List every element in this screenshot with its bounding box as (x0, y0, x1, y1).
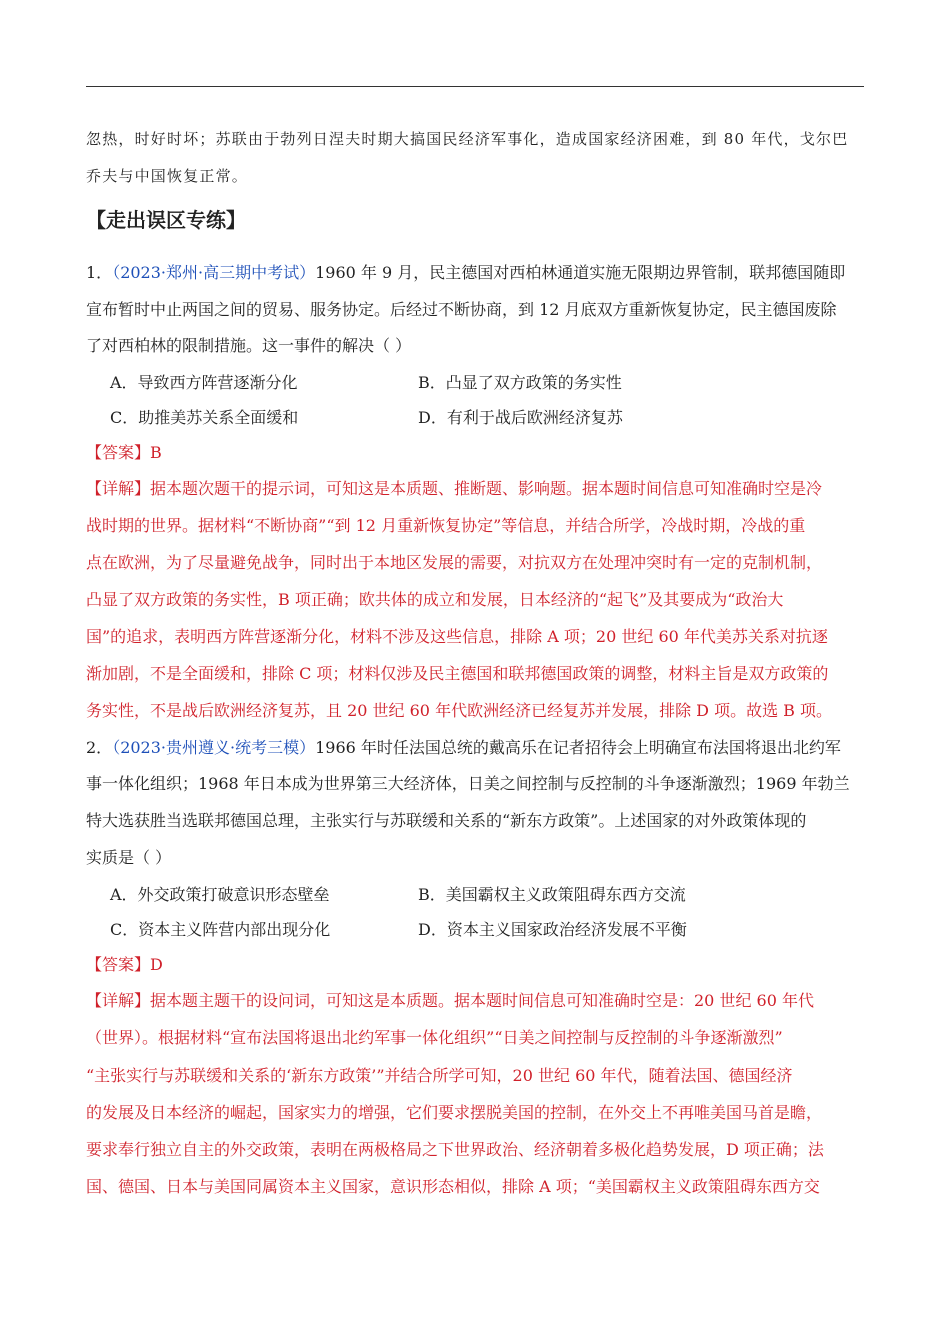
q1-option-d: D．有利于战后欧洲经济复苏 (418, 408, 623, 427)
q1-explanation-line-4: 凸显了双方政策的务实性，B 项正确；欧共体的成立和发展，日本经济的“起飞”及其要成为“政治大 (86, 590, 784, 609)
q2-option-a: A．外交政策打破意识形态壁垒 (110, 885, 330, 904)
q2-source: （2023·贵州遵义·统考三模） (112, 738, 316, 757)
q1-stem-first: 1960 年 9 月，民主德国对西柏林通道实施无限期边界管制，联邦德国随即 (315, 263, 846, 282)
q2-stem-line-2: 事一体化组织；1968 年日本成为世界第三大经济体，日美之间控制与反控制的斗争逐渐激烈；1969 年勃兰 (86, 774, 850, 793)
q2-stem-line-1 (86, 738, 841, 758)
q1-explanation-line-7: 务实性，不是战后欧洲经济复苏，且 20 世纪 60 年代欧洲经济已经复苏并发展，排除 D 项。故选 B 项。 (86, 701, 832, 720)
q1-explanation-line-6: 渐加剧，不是全面缓和，排除 C 项；材料仅涉及民主德国和联邦德国政策的调整，材料主旨是双方政策的 (86, 664, 829, 683)
q2-option-b: B．美国霸权主义政策阻碍东西方交流 (418, 885, 686, 904)
section-heading: 【走出误区专练】 (86, 208, 246, 232)
q2-explanation-line-2: （世界）。根据材料“宣布法国将退出北约军事一体化组织”“日美之间控制与反控制的斗争逐渐激烈” (86, 1028, 783, 1047)
q1-explanation-line-1: 【详解】据本题次题干的提示词，可知这是本质题、推断题、影响题。据本题时间信息可知准确时空是冷 (86, 479, 823, 498)
q1-explanation-line-2: 战时期的世界。据材料“不断协商”“到 12 月重新恢复协定”等信息，并结合所学，冷战时期，冷战的重 (86, 516, 806, 535)
header-rule (86, 86, 864, 87)
q1-option-b: B．凸显了双方政策的务实性 (418, 373, 622, 392)
intro-line-2: 乔夫与中国恢复正常。 (86, 167, 249, 185)
q2-explanation-line-5: 要求奉行独立自主的外交政策，表明在两极格局之下世界政治、经济朝着多极化趋势发展，D 项正确；法 (86, 1140, 824, 1159)
q1-answer: 【答案】B (86, 443, 162, 462)
q2-option-c: C．资本主义阵营内部出现分化 (110, 920, 331, 939)
q1-stem-line-3: 了对西柏林的限制措施。这一事件的解决（ ） (86, 336, 412, 355)
q1-source: （2023·郑州·高三期中考试） (112, 263, 316, 282)
q2-option-d: D．资本主义国家政治经济发展不平衡 (418, 920, 687, 939)
q2-number: 2． (86, 738, 113, 757)
q2-answer: 【答案】D (86, 955, 163, 974)
q2-stem-line-3: 特大选获胜当选联邦德国总理，主张实行与苏联缓和关系的“新东方政策”。上述国家的对外政策体现的 (86, 811, 807, 830)
q1-explanation-line-5: 国”的追求，表明西方阵营逐渐分化，材料不涉及这些信息，排除 A 项；20 世纪 60 年代美苏关系对抗逐 (86, 627, 828, 646)
q2-stem-first: 1966 年时任法国总统的戴高乐在记者招待会上明确宣布法国将退出北约军 (315, 738, 841, 757)
q1-stem-line-2: 宣布暂时中止两国之间的贸易、服务协定。后经过不断协商，到 12 月底双方重新恢复协定，民主德国废除 (86, 300, 837, 319)
q2-explanation-line-3: “主张实行与苏联缓和关系的‘新东方政策’”并结合所学可知，20 世纪 60 年代，随着法国、德国经济 (86, 1066, 793, 1085)
q2-explanation-line-1: 【详解】据本题主题干的设问词，可知这是本质题。据本题时间信息可知准确时空是：20 世纪 60 年代 (86, 991, 814, 1010)
q1-option-c: C．助推美苏关系全面缓和 (110, 408, 299, 427)
q1-explanation-line-3: 点在欧洲，为了尽量避免战争，同时出于本地区发展的需要，对抗双方在处理冲突时有一定的克制机制， (86, 553, 823, 572)
q1-number: 1． (86, 263, 113, 282)
q1-option-a: A．导致西方阵营逐渐分化 (110, 373, 298, 392)
q2-explanation-line-4: 的发展及日本经济的崛起，国家实力的增强，它们要求摆脱美国的控制，在外交上不再唯美国马首是瞻， (86, 1103, 823, 1122)
q1-stem-line-1 (86, 263, 845, 283)
q2-explanation-line-6: 国、德国、日本与美国同属资本主义国家，意识形态相似，排除 A 项；“美国霸权主义政策阻碍东西方交 (86, 1177, 820, 1196)
q2-stem-line-4: 实质是（ ） (86, 848, 172, 867)
intro-line-1: 忽热，时好时坏；苏联由于勃列日涅夫时期大搞国民经济军事化，造成国家经济困难，到 80 年代，戈尔巴 (86, 130, 849, 148)
